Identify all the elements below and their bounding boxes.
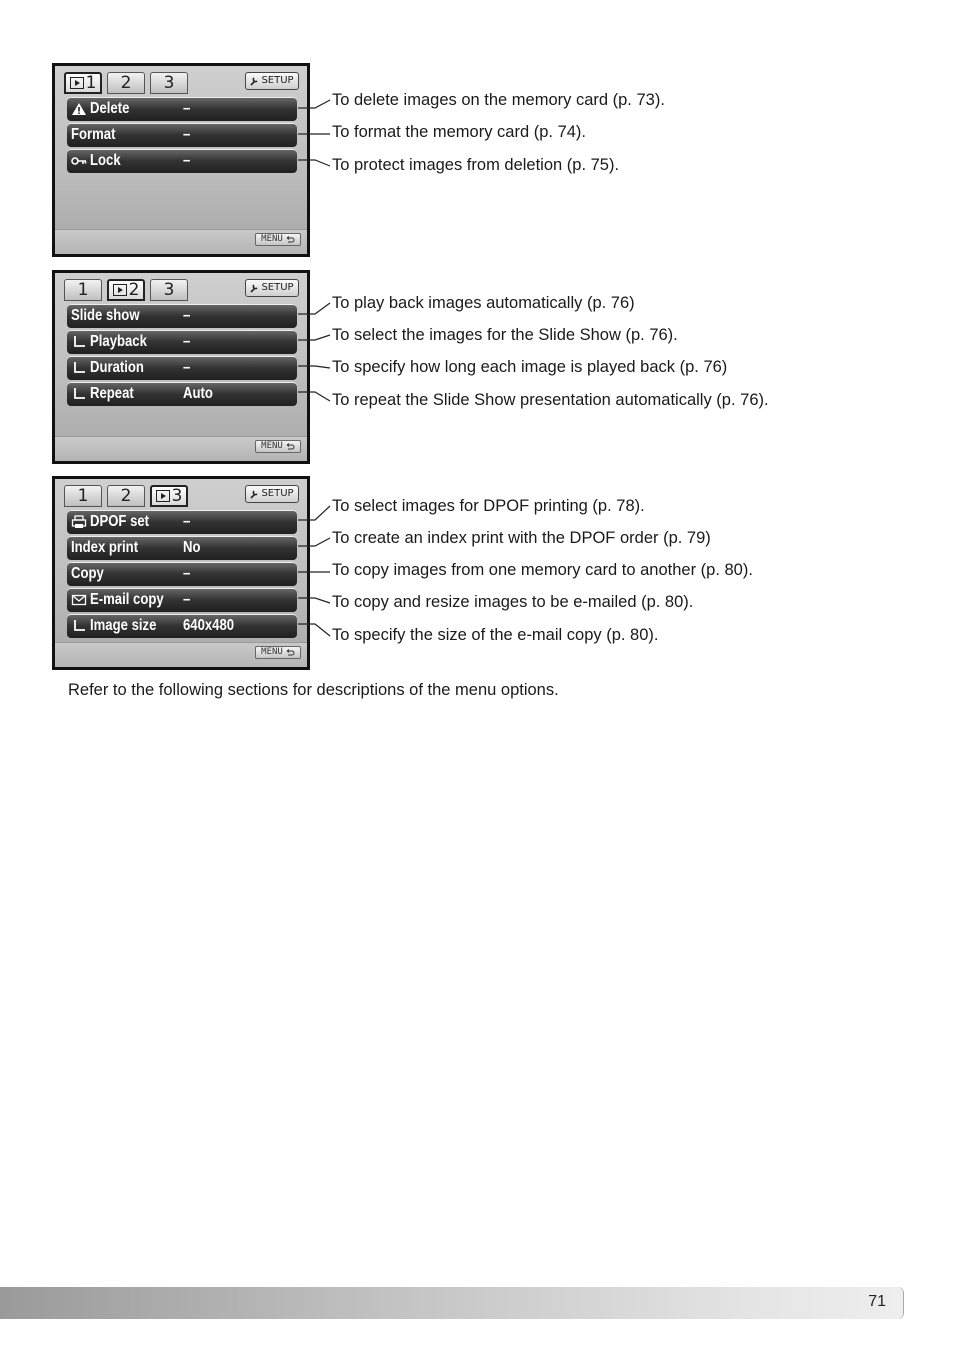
row-value: –	[183, 359, 191, 376]
tab-label: 2	[120, 486, 132, 506]
callout-duration: To specify how long each image is played back (p. 76)	[332, 358, 728, 376]
row-label: Delete	[90, 100, 130, 117]
page-footer-bar	[0, 1287, 903, 1319]
row-value: –	[183, 333, 191, 350]
tab-label: 3	[163, 280, 175, 300]
connector-line	[298, 392, 330, 401]
connector-line	[298, 303, 330, 314]
tab-label: 2	[128, 280, 140, 300]
callout-dpof-set: To select images for DPOF printing (p. 78).	[332, 497, 645, 515]
callout-repeat: To repeat the Slide Show presentation automatically (p. 76).	[332, 391, 769, 409]
setup-label: SETUP	[261, 488, 294, 499]
row-value: –	[183, 126, 191, 143]
callout-copy: To copy images from one memory card to another (p. 80).	[332, 561, 753, 579]
callout-index-print: To create an index print with the DPOF order (p. 79)	[332, 529, 711, 547]
tab-label: 3	[171, 486, 183, 506]
menu-label: MENU	[261, 234, 283, 244]
menu-label: MENU	[261, 647, 283, 657]
row-value: No	[183, 539, 201, 556]
row-value: –	[183, 100, 191, 117]
row-label: E-mail copy	[90, 591, 164, 608]
row-value: Auto	[183, 385, 213, 402]
callout-slide-show: To play back images automatically (p. 76)	[332, 294, 635, 312]
connector-line	[298, 366, 330, 368]
row-label: Playback	[90, 333, 147, 350]
row-label: Repeat	[90, 385, 134, 402]
page-number: 71	[868, 1293, 886, 1310]
row-value: –	[183, 307, 191, 324]
row-label: Lock	[90, 152, 121, 169]
connector-line	[298, 100, 330, 108]
connector-line	[298, 506, 330, 520]
setup-label: SETUP	[261, 75, 294, 86]
callout-playback: To select the images for the Slide Show (p. 76).	[332, 326, 678, 344]
setup-label: SETUP	[261, 282, 294, 293]
row-value: –	[183, 152, 191, 169]
callout-email-copy: To copy and resize images to be e-mailed (p. 80).	[332, 593, 694, 611]
row-label: Duration	[90, 359, 144, 376]
tab-label: 3	[163, 73, 175, 93]
row-value: –	[183, 591, 191, 608]
row-label: Index print	[71, 539, 139, 556]
row-value: –	[183, 513, 191, 530]
tab-label: 1	[85, 73, 97, 93]
row-label: Slide show	[71, 307, 140, 324]
connector-line	[298, 335, 330, 340]
row-value: 640x480	[183, 617, 235, 634]
row-label: Format	[71, 126, 116, 143]
row-label: Image size	[90, 617, 157, 634]
tab-label: 2	[120, 73, 132, 93]
row-value: –	[183, 565, 191, 582]
connector-line	[298, 598, 330, 603]
connector-line	[298, 624, 330, 636]
callout-delete: To delete images on the memory card (p. 73).	[332, 91, 665, 109]
footnote-text: Refer to the following sections for descriptions of the menu options.	[68, 681, 559, 699]
callout-format: To format the memory card (p. 74).	[332, 123, 587, 141]
callout-image-size: To specify the size of the e-mail copy (p. 80).	[332, 626, 659, 644]
connector-line	[298, 538, 330, 546]
connector-line	[298, 160, 330, 166]
menu-label: MENU	[261, 441, 283, 451]
tab-label: 1	[77, 486, 89, 506]
row-label: Copy	[71, 565, 104, 582]
tab-label: 1	[77, 280, 89, 300]
callout-lock: To protect images from deletion (p. 75).	[332, 156, 620, 174]
row-label: DPOF set	[90, 513, 150, 530]
